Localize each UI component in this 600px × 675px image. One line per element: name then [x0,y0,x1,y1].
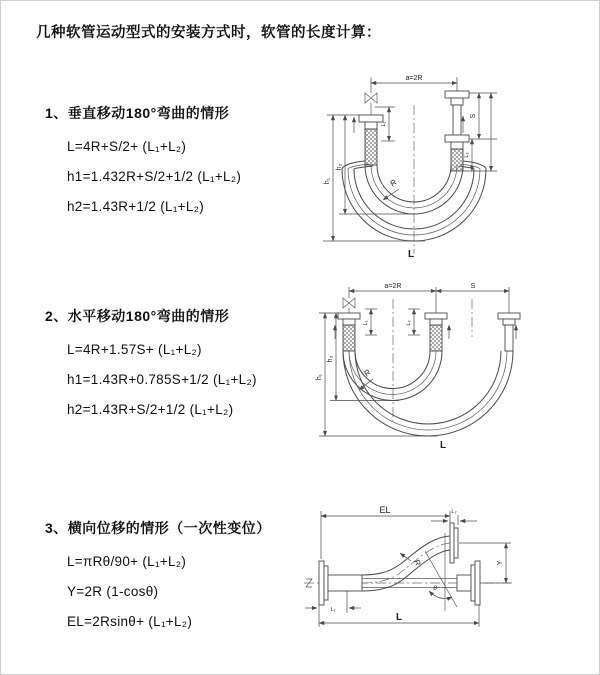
dim-stroke-s [436,283,509,291]
formula-line: L=πRθ/90+ (L₁+L₂) [67,553,187,569]
valve-icon [365,93,377,115]
diagram-vertical-bend [313,69,593,264]
dim-l1 [363,309,377,335]
diagram-lateral-displacement [299,503,600,651]
formula-line: L=4R+1.57S+ (L₁+L₂) [67,341,202,357]
dim-width-a2r [349,283,509,313]
valve-icon [343,298,355,313]
dim-l [319,605,479,627]
upper-flange [450,523,458,563]
length-label: L [407,249,415,260]
dim-l2-label: L₂ [464,152,470,158]
dim-l1 [375,107,395,141]
section-vertical-bend [45,103,241,221]
dim-width-label: a=2R [384,283,402,290]
section-horizontal-bend [45,306,257,424]
section-2-heading: 2、水平移动180°弯曲的情形 [45,308,230,324]
angle-label: θ [433,585,437,592]
section-3-heading: 3、横向位移的情形（一次性变位） [45,520,271,536]
dim-h1-label: h₁ [324,177,331,185]
dim-l2-label: L₂ [406,320,412,326]
length-label: L [395,612,403,623]
dim-y-label: Y [497,560,504,566]
page-title: 几种软管运动型式的安装方式时，软管的长度计算： [36,25,381,41]
formula-line: h1=1.432R+S/2+1/2 (L₁+L₂) [67,168,242,184]
dim-h2-label: h₂ [327,355,334,363]
hose-compressed [343,351,442,401]
dim-width-a2r [371,75,457,93]
formula-line: h2=1.43R+S/2+1/2 (L₁+L₂) [67,401,234,417]
dim-l2 [464,139,472,171]
formula-line: h2=1.43R+1/2 (L₁+L₂) [67,198,205,214]
section-1-heading: 1、垂直移动180°弯曲的情形 [45,105,230,121]
radius-label: R [388,177,399,189]
section-2-formulas [67,334,257,424]
formula-line: L=4R+S/2+ (L₁+L₂) [67,138,187,154]
formula-line: EL=2Rsinθ+ (L₁+L₂) [67,613,193,629]
radius-label: R [411,557,423,568]
dim-l1-label: L₁ [363,320,369,326]
dim-l2-label: L₂ [451,509,457,515]
dim-l1-label: L₁ [381,121,387,127]
dim-l1-label: L₁ [330,607,336,613]
dim-el-label: EL [379,505,391,515]
section-3-formulas [67,546,271,636]
dim-width-label: a=2R [405,75,423,82]
formula-line: h1=1.43R+0.785S+1/2 (L₁+L₂) [67,371,257,387]
dim-s-label: S [470,283,476,290]
dim-l1 [305,591,361,613]
length-label: L [439,440,447,451]
left-pipe [359,115,383,165]
section-lateral-displacement [45,518,271,636]
right-pipe [498,313,520,351]
dim-el [321,505,450,559]
diagram-horizontal-bend [309,279,596,451]
dim-stroke-s [463,93,497,171]
dim-h2-label: h₂ [336,163,343,171]
middle-pipe [425,313,447,351]
dim-s-label: S [470,113,477,119]
dim-l2 [406,309,420,335]
right-flange-pipe [457,561,480,605]
section-1-formulas [67,131,241,221]
formula-line: Y=2R (1-cosθ) [67,583,159,599]
left-pipe [338,313,360,351]
dim-h1 [316,313,437,436]
right-pipe [445,91,469,171]
radius-label: R [362,367,373,379]
left-flange-pipe [319,561,362,605]
dim-h1-label: h₁ [316,373,323,381]
